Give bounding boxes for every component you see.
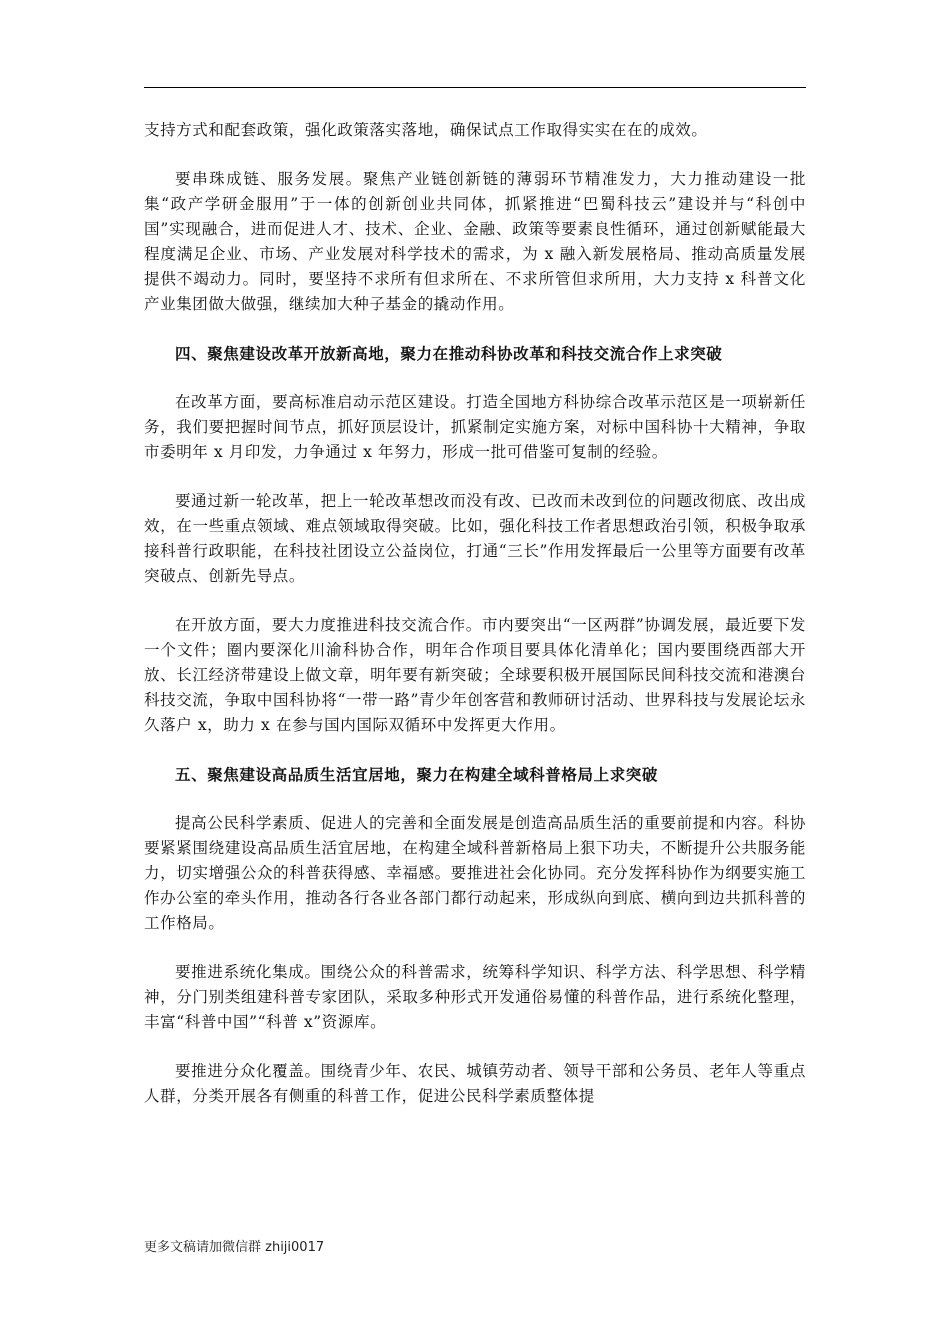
paragraph-opening: 在开放方面，要大力度推进科技交流合作。市内要突出“一区两群”协调发展，最近要下发一个文件；圈内要深化川渝科协合作，明年合作项目要具体化清单化；国内要围绕西部大开放、长江经济带建设上做文章，明年要有新突破；全球要积极开展国际民间科技交流和港澳台科技交流，争取中国科协将“一带一路”青少年创客营和教师研讨活动、世界科技与发展论坛永久落户 x，助力 x 在参与国内国际双循环中发挥更大作用。 (144, 616, 806, 734)
paragraph-chain-service: 要串珠成链、服务发展。聚焦产业链创新链的薄弱环节精准发力，大力推动建设一批集“政产学研金服用”于一体的创新创业共同体，抓紧推进“巴蜀科技云”建设并与“科创中国”实现融合，进而促进人才、技术、企业、金融、政策等要素良性循环，通过创新赋能最大程度满足企业、市场、产业发展对科学技术的需求，为 x 融入新发展格局、推动高质量发展提供不竭动力。同时，要坚持不求所有但求所在、不求所管但求所用，大力支持 x 科普文化产业集团做大做强，继续加大种子基金的撬动作用。 (144, 170, 806, 313)
footer-note: 更多文稿请加微信群 zhiji0017 (144, 1240, 325, 1255)
section-heading-four: 四、聚焦建设改革开放新高地，聚力在推动科协改革和科技交流合作上求突破 (175, 344, 723, 363)
paragraph-system-integration: 要推进系统化集成。围绕公众的科普需求，统筹科学知识、科学方法、科学思想、科学精神，分门别类组建科普专家团队，采取多种形式开发通俗易懂的科普作品，进行系统化整理，丰富“科普中国”“科普 x”资源库。 (144, 963, 806, 1031)
paragraph-reform-demo: 在改革方面，要高标准启动示范区建设。打造全国地方科协综合改革示范区是一项崭新任务，我们要把握时间节点，抓好顶层设计，抓紧制定实施方案，对标中国科协十大精神，争取市委明年 x 月印发，力争通过 x 年努力，形成一批可借鉴可复制的经验。 (144, 393, 806, 461)
paragraph-science-literacy: 提高公民科学素质、促进人的完善和全面发展是创造高品质生活的重要前提和内容。科协要紧紧围绕建设高品质生活宜居地，在构建全域科普新格局上狠下功夫，不断提升公共服务能力，切实增强公众的科普获得感、幸福感。要推进社会化协同。充分发挥科协作为纲要实施工作办公室的牵头作用，推动各行各业各部门都行动起来，形成纵向到底、横向到边共抓科普的工作格局。 (144, 814, 806, 932)
document-body (144, 118, 806, 1133)
section-heading-five: 五、聚焦建设高品质生活宜居地，聚力在构建全域科普格局上求突破 (175, 765, 659, 784)
paragraph-continuation: 支持方式和配套政策，强化政策落实落地，确保试点工作取得实实在在的成效。 (144, 121, 708, 139)
header-rule (144, 87, 806, 88)
paragraph-new-reform: 要通过新一轮改革，把上一轮改革想改而没有改、已改而未改到位的问题改彻底、改出成效，在一些重点领域、难点领域取得突破。比如，强化科技工作者思想政治引领，积极争取承接科普行政职能，在科技社团设立公益岗位，打通“三长”作用发挥最后一公里等方面要有改革突破点、创新先导点。 (144, 492, 806, 585)
paragraph-audience-coverage: 要推进分众化覆盖。围绕青少年、农民、城镇劳动者、领导干部和公务员、老年人等重点人群，分类开展各有侧重的科普工作，促进公民科学素质整体提 (144, 1062, 806, 1105)
